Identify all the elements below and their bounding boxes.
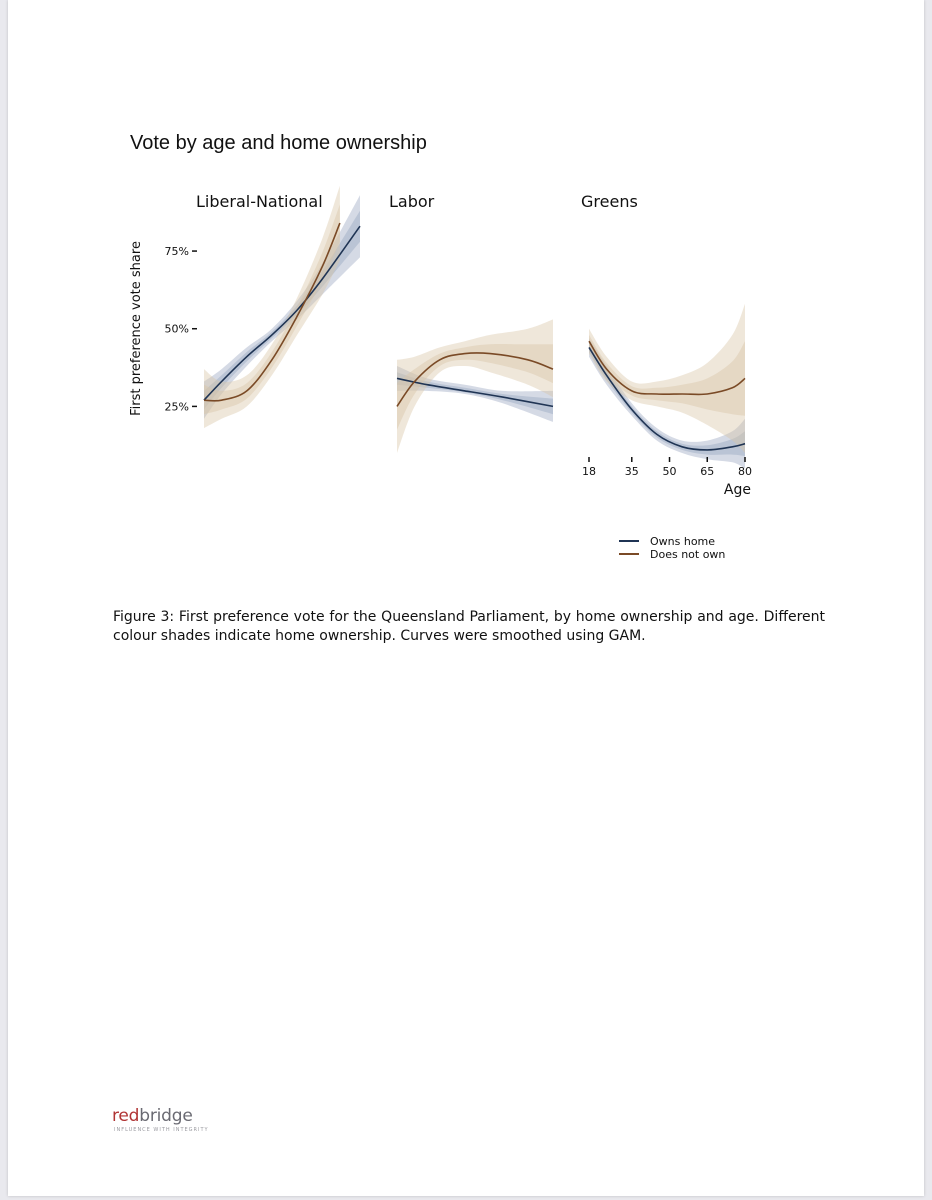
x-tick-label-35: 35 — [624, 465, 639, 478]
x-tick-label-50: 50 — [662, 465, 677, 478]
redbridge-logo — [112, 1106, 209, 1133]
panel-title-0: Liberal-National — [196, 192, 323, 211]
logo-word-bridge: bridge — [139, 1106, 193, 1126]
y-tick-label-25: 25% — [164, 400, 189, 414]
confidence-band-not-own-1 — [397, 319, 553, 453]
x-tick-label-80: 80 — [738, 465, 752, 478]
chart-title: Vote by age and home ownership — [130, 132, 427, 154]
y-axis-label: First preference vote share — [129, 241, 144, 416]
y-tick-label-75: 75% — [164, 245, 189, 259]
faceted-line-chart — [8, 0, 924, 600]
logo-word-red: red — [112, 1106, 140, 1126]
panel-labor — [397, 319, 553, 453]
y-tick-label-50: 50% — [164, 322, 189, 336]
logo-tagline: INFLUENCE WITH INTEGRITY — [114, 1127, 209, 1133]
x-tick-label-18: 18 — [582, 465, 596, 478]
panel-title-2: Greens — [581, 192, 638, 211]
panel-title-1: Labor — [389, 192, 435, 211]
x-axis-label: Age — [723, 482, 751, 498]
legend-label-0: Owns home — [650, 535, 716, 548]
x-tick-label-65: 65 — [700, 465, 715, 478]
document-page — [8, 0, 924, 1196]
figure-caption: Figure 3: First preference vote for the Queensland Parliament, by home ownership and age. Different colour shades indicate home ownership. Curves were smoothed using GAM. — [113, 609, 825, 644]
legend-label-1: Does not own — [650, 548, 726, 561]
panel-liberal-national — [204, 186, 360, 428]
panel-greens — [589, 304, 745, 469]
